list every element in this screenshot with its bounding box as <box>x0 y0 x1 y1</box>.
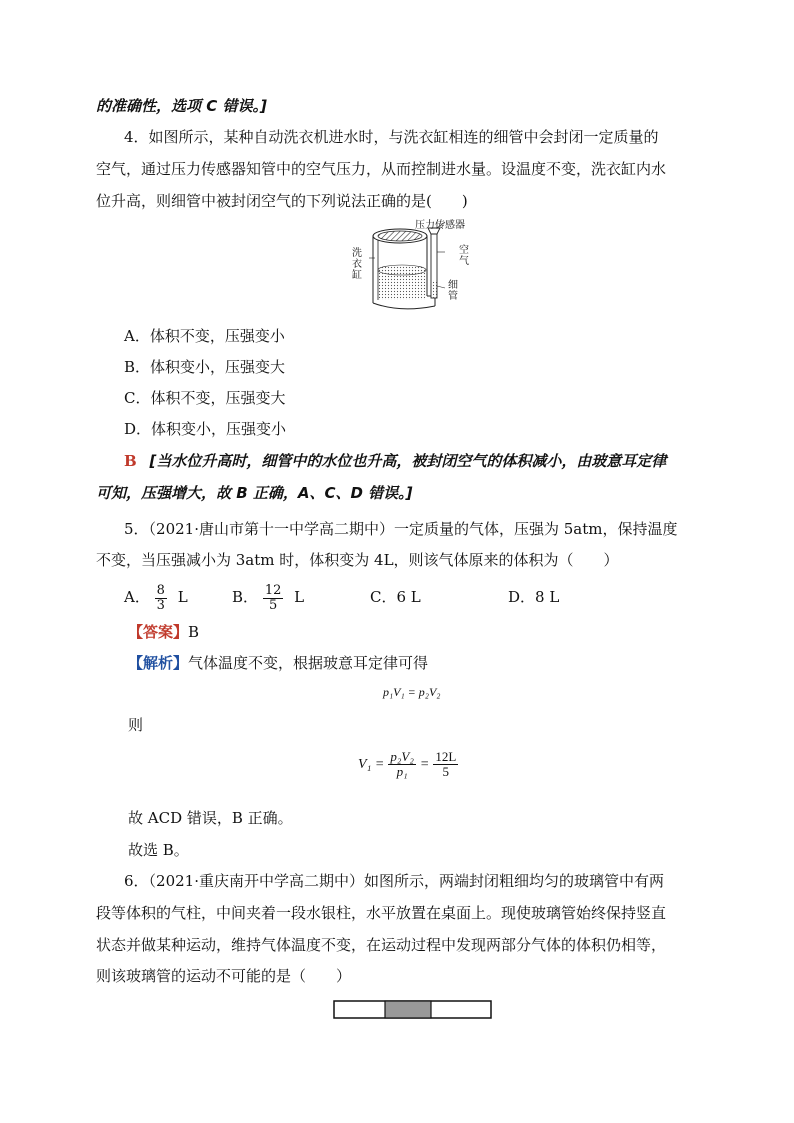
q4-option-d: D．体积变小，压强变小 <box>124 420 287 438</box>
figure-label-air: 空气 <box>459 245 469 267</box>
q5-equation-1: p₁V₁ = p₂V₂ <box>383 685 441 699</box>
q5-option-b: B． $\frac{12}{5}$ L <box>232 582 305 613</box>
analysis-tag: 【解析】 <box>128 654 189 672</box>
q5-option-a: A． $\frac{8}{3}$ L <box>124 582 188 613</box>
q5-option-b-fraction: $\frac{12}{5}$ <box>264 582 282 613</box>
glass-tube-figure <box>333 999 493 1021</box>
q4-explanation-text1: [当水位升高时，细管中的水位也升高，被封闭空气的体积减小，由玻意耳定律 <box>149 452 667 470</box>
q4-option-c: C．体积不变，压强变大 <box>124 389 286 407</box>
q5-stem-line2: 不变，当压强减小为 3atm 时，体积变为 4L，则该气体原来的体积为（ ） <box>96 551 619 569</box>
q4-answer-letter: B <box>124 452 137 470</box>
q5-conclusion-1: 故 ACD 错误，B 正确。 <box>128 809 293 827</box>
washing-machine-figure <box>345 218 475 318</box>
q5-analysis-text: 气体温度不变，根据玻意耳定律可得 <box>188 654 429 672</box>
q6-stem-line2: 段等体积的气柱，中间夹着一段水银柱，水平放置在桌面上。现使玻璃管始终保持竖直 <box>96 904 667 922</box>
q4-option-b: B．体积变小，压强变大 <box>124 358 286 376</box>
figure-label-tub: 洗衣缸 <box>352 248 362 281</box>
figure-label-tube: 细管 <box>448 280 458 302</box>
q4-explanation-line1 <box>124 451 744 471</box>
q6-stem-line1: 6．（2021·重庆南开中学高二期中）如图所示，两端封闭粗细均匀的玻璃管中有两 <box>124 872 664 890</box>
q5-analysis-row <box>128 653 428 673</box>
q5-option-a-fraction: $\frac{8}{3}$ <box>156 582 165 613</box>
figure-label-sensor: 压力传感器 <box>415 220 465 231</box>
q4-option-a: A．体积不变，压强变小 <box>124 327 285 345</box>
q5-equation-2: V₁ = $\frac{\text{p₂V₂}}{\text{p₁}}$ = $\frac{12L}{5}$ <box>358 749 457 779</box>
q4-explanation-line2: 可知，压强增大，故 B 正确，A、C、D 错误。] <box>96 484 413 502</box>
q5-option-d: D．8 L <box>508 588 560 606</box>
q4-stem-line2: 空气，通过压力传感器知管中的空气压力，从而控制进水量。设温度不变，洗衣缸内水 <box>96 160 667 178</box>
q5-stem-line1: 5．（2021·唐山市第十一中学高二期中）一定质量的气体，压强为 5atm，保持温度 <box>124 520 678 538</box>
q6-stem-line3: 状态并做某种运动，维持气体温度不变，在运动过程中发现两部分气体的体积仍相等， <box>96 936 667 954</box>
q5-answer: B <box>188 623 200 641</box>
q4-stem-line3: 位升高，则细管中被封闭空气的下列说法正确的是( ) <box>96 192 468 210</box>
q4-stem-line1: 4．如图所示，某种自动洗衣机进水时，与洗衣缸相连的细管中会封闭一定质量的 <box>124 128 659 146</box>
q6-stem-line4: 则该玻璃管的运动不可能的是（ ） <box>96 967 352 985</box>
q5-then: 则 <box>128 716 144 734</box>
answer-tag: 【答案】 <box>128 623 189 641</box>
q5-conclusion-2: 故选 B。 <box>128 841 189 859</box>
prev-answer-tail: 的准确性，选项 C 错误。] <box>96 97 267 115</box>
q5-answer-row <box>128 622 199 642</box>
q5-option-c: C．6 L <box>370 588 421 606</box>
